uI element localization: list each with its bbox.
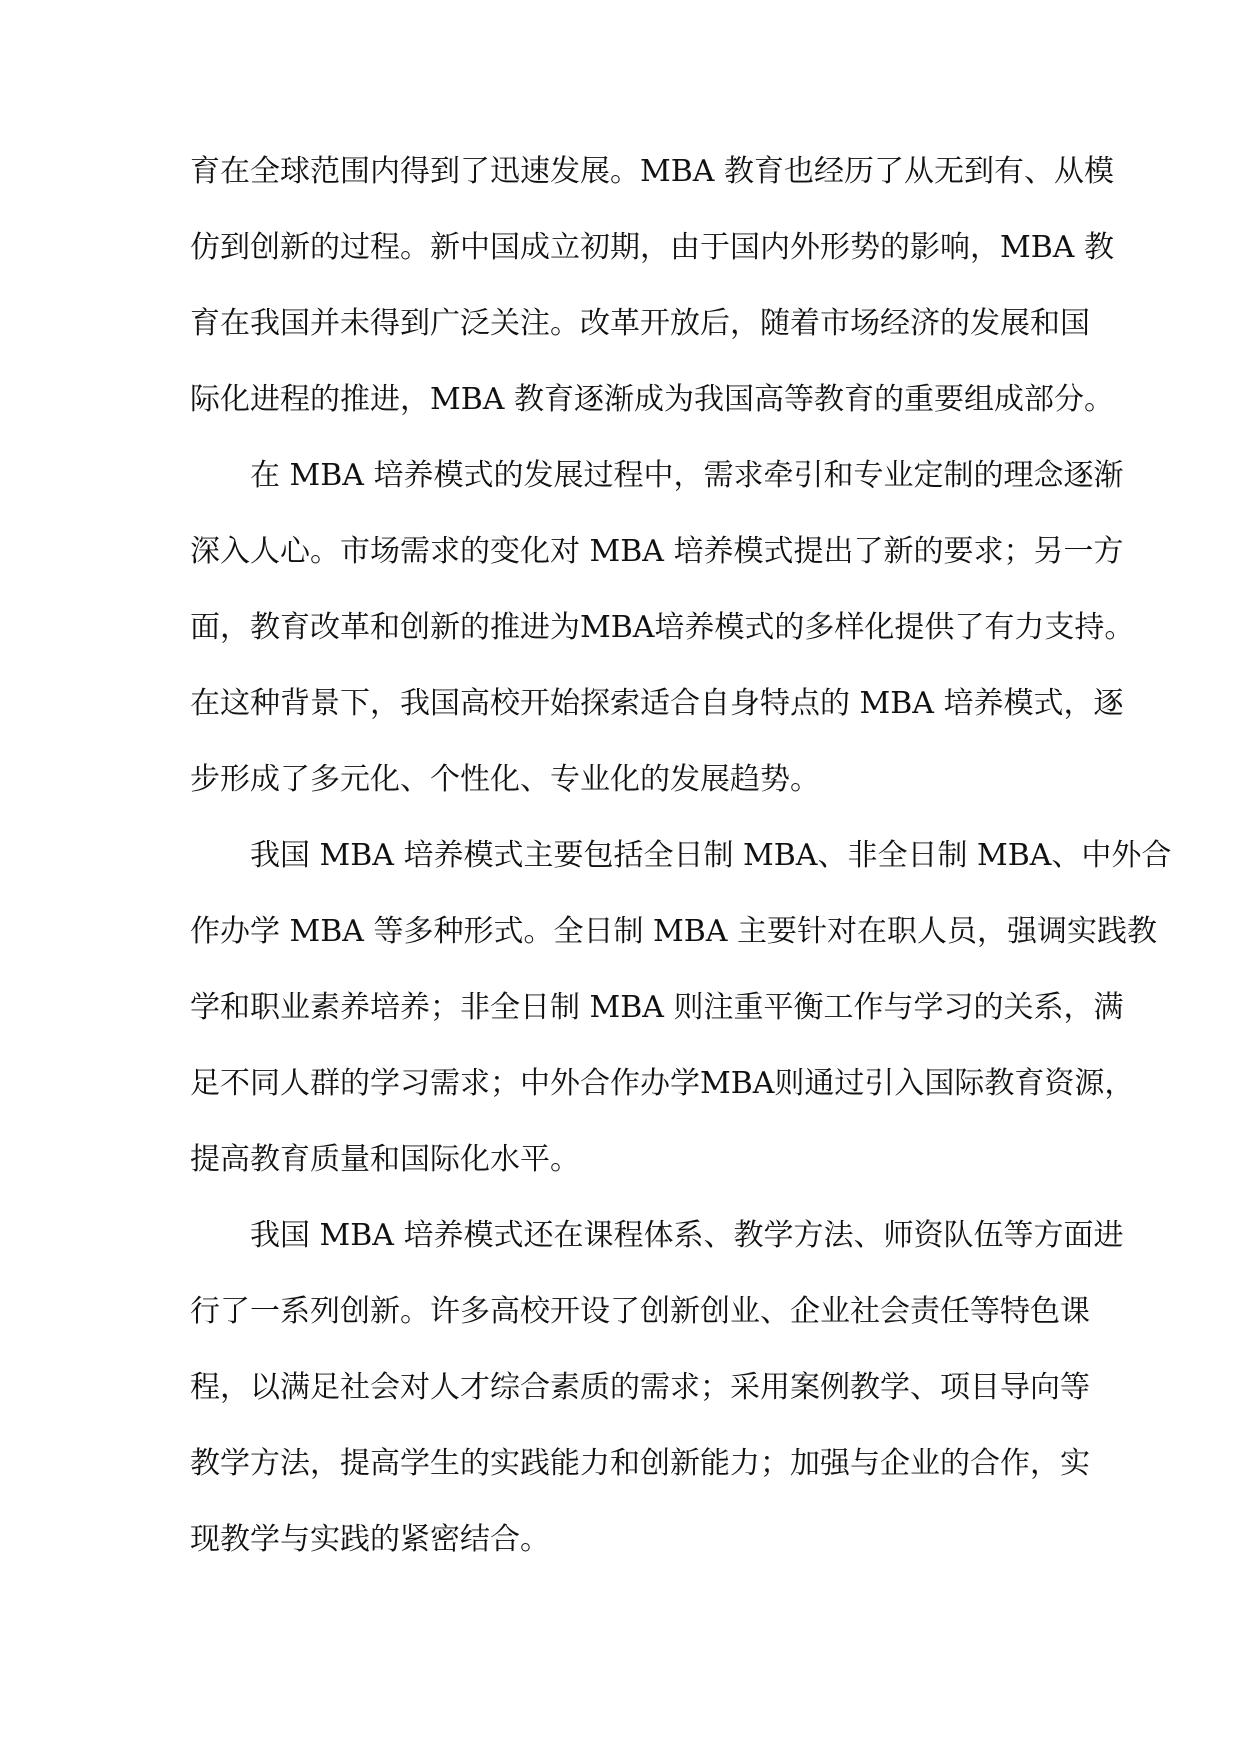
text-line: 现教学与实践的紧密结合。 xyxy=(190,1522,550,1557)
text-line: 在这种背景下，我国高校开始探索适合自身特点的 MBA 培养模式，逐 xyxy=(190,686,1124,721)
text-line: 步形成了多元化、个性化、专业化的发展趋势。 xyxy=(190,762,820,797)
text-line: 育在全球范围内得到了迅速发展。MBA 教育也经历了从无到有、从模 xyxy=(190,154,1114,189)
text-line: 深入人心。市场需求的变化对 MBA 培养模式提出了新的要求；另一方 xyxy=(190,534,1124,569)
text-line: 学和职业素养培养；非全日制 MBA 则注重平衡工作与学习的关系，满 xyxy=(190,990,1124,1025)
text-line: 程，以满足社会对人才综合素质的需求；采用案例教学、项目导向等 xyxy=(190,1370,1090,1405)
text-line: 我国 MBA 培养模式还在课程体系、教学方法、师资队伍等方面进 xyxy=(190,1218,1124,1253)
text-line: 行了一系列创新。许多高校开设了创新创业、企业社会责任等特色课 xyxy=(190,1294,1090,1329)
text-line: 仿到创新的过程。新中国成立初期，由于国内外形势的影响，MBA 教 xyxy=(190,230,1114,265)
text-line: 我国 MBA 培养模式主要包括全日制 MBA、非全日制 MBA、中外合 xyxy=(190,838,1172,873)
text-line: 育在我国并未得到广泛关注。改革开放后，随着市场经济的发展和国 xyxy=(190,306,1090,341)
text-line: 际化进程的推进，MBA 教育逐渐成为我国高等教育的重要组成部分。 xyxy=(190,382,1114,417)
text-line: 提高教育质量和国际化水平。 xyxy=(190,1142,580,1177)
text-line: 教学方法，提高学生的实践能力和创新能力；加强与企业的合作，实 xyxy=(190,1446,1090,1481)
text-line: 在 MBA 培养模式的发展过程中，需求牵引和专业定制的理念逐渐 xyxy=(190,458,1124,493)
document-body xyxy=(190,144,1172,1588)
text-line: 面，教育改革和创新的推进为MBA培养模式的多样化提供了有力支持。 xyxy=(190,610,1135,645)
text-line: 作办学 MBA 等多种形式。全日制 MBA 主要针对在职人员，强调实践教 xyxy=(190,914,1158,949)
text-line: 足不同人群的学习需求；中外合作办学MBA则通过引入国际教育资源， xyxy=(190,1066,1135,1101)
